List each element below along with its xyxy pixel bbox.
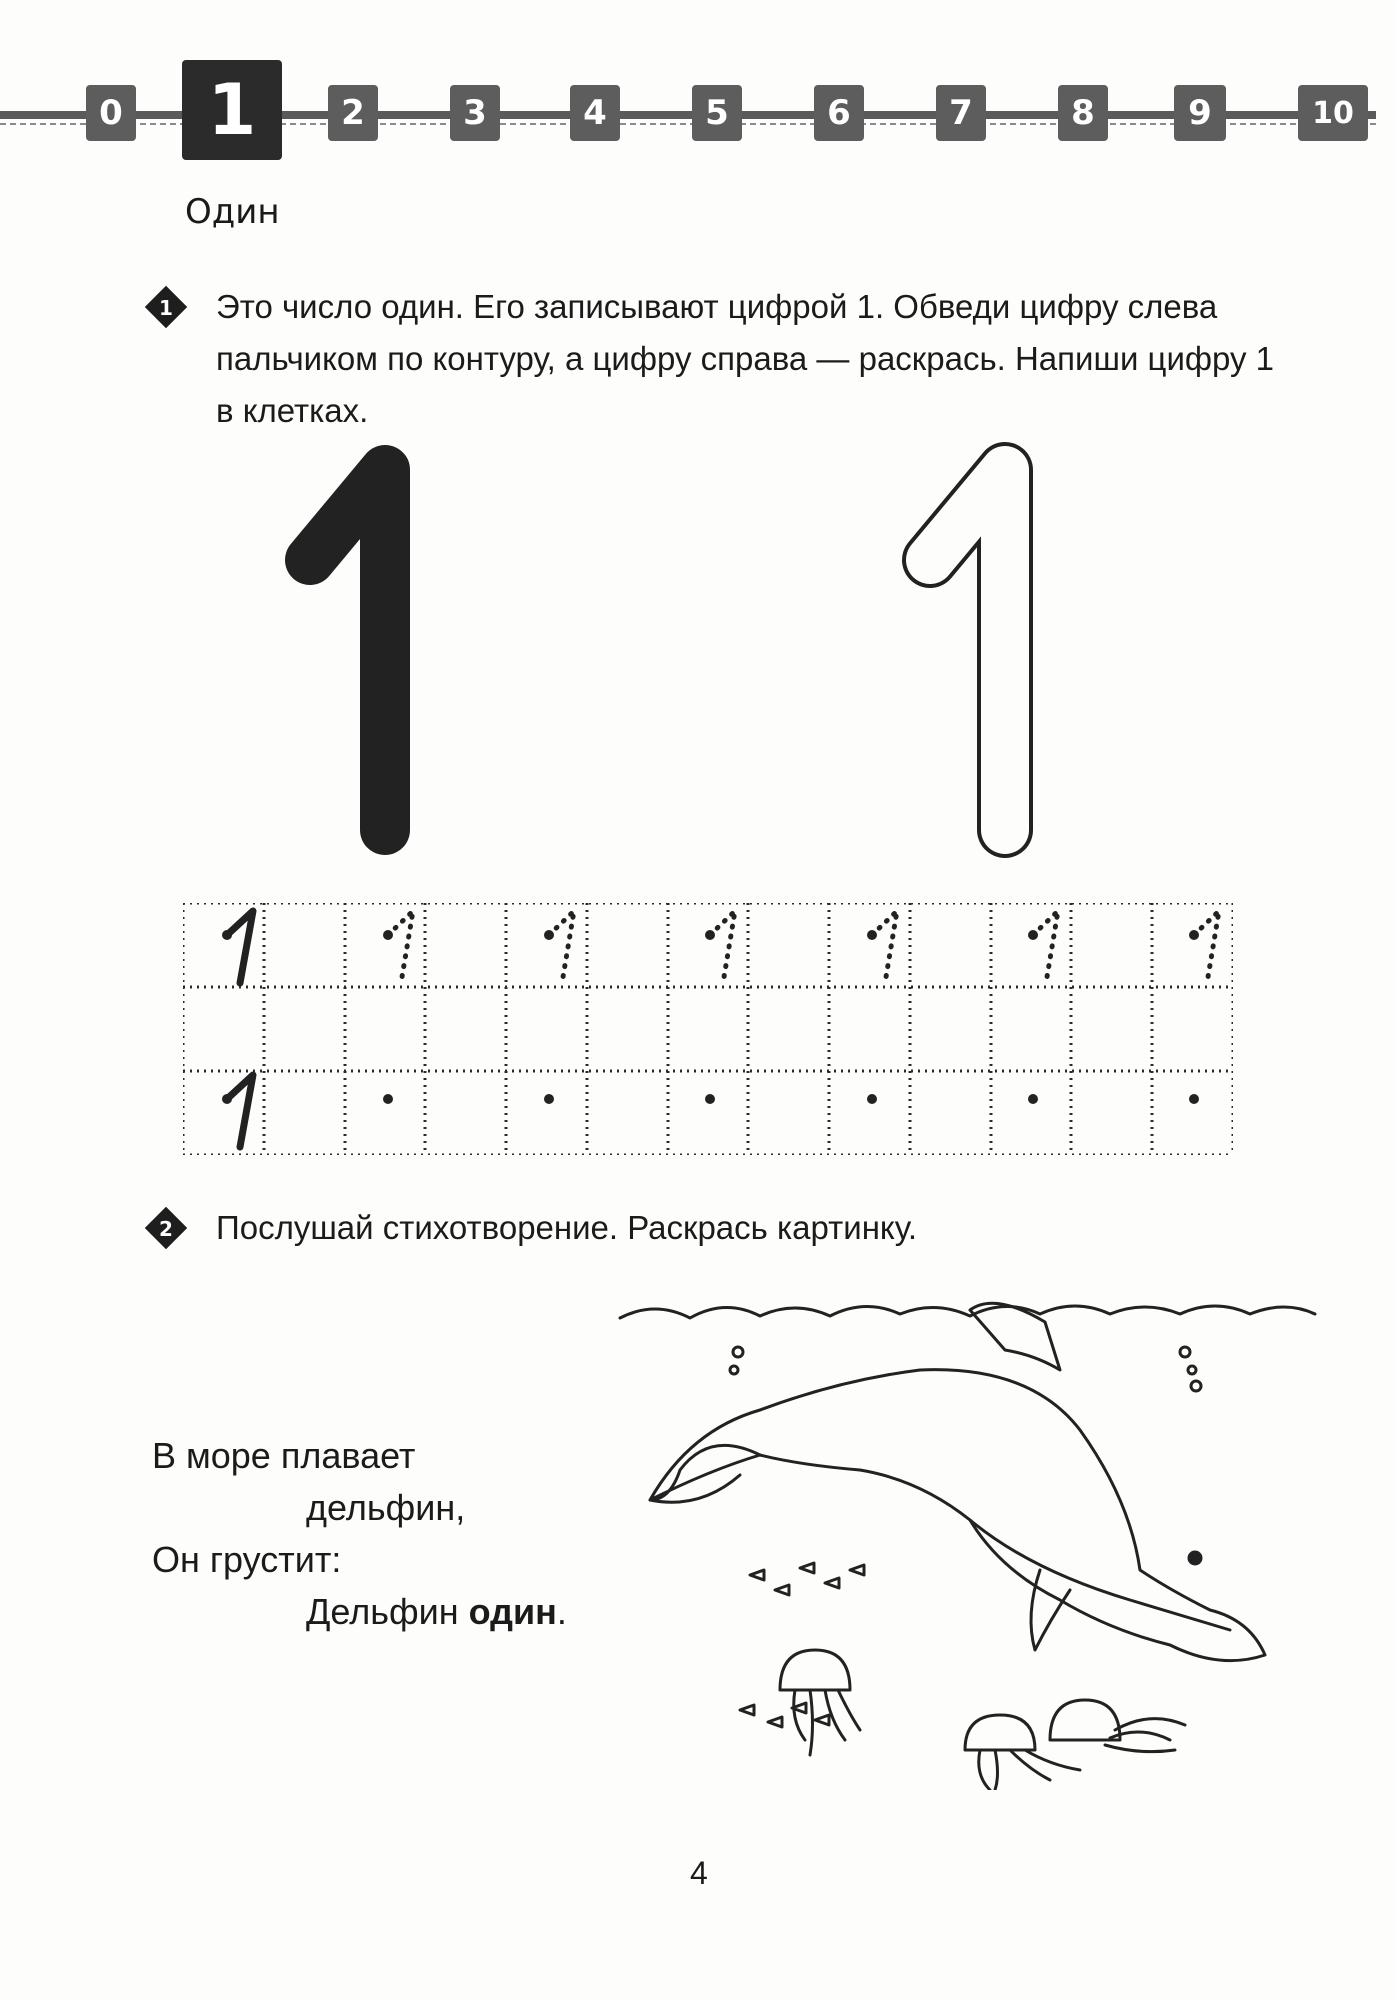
big-digits bbox=[0, 440, 1396, 860]
number-box-5: 5 bbox=[692, 85, 742, 141]
task-1-line-3: в клетках. bbox=[216, 392, 369, 429]
fish-school-upper bbox=[750, 1563, 864, 1595]
page-title: Один bbox=[185, 192, 280, 232]
number-box-9: 9 bbox=[1174, 85, 1226, 141]
number-box-6: 6 bbox=[814, 85, 864, 141]
writing-grid bbox=[183, 903, 1233, 1159]
poem-line-4 bbox=[152, 1586, 567, 1638]
task-1-diamond-badge bbox=[144, 285, 188, 329]
task-2-diamond-badge bbox=[144, 1206, 188, 1250]
poem-line-2: дельфин, bbox=[306, 1487, 466, 1528]
dolphin-dorsal-fin bbox=[970, 1303, 1060, 1370]
poem-line-3: Он грустит: bbox=[152, 1539, 342, 1580]
jellyfish-1 bbox=[780, 1650, 860, 1755]
task-2-instructions: Послушай стихотворение. Раскрась картинку. bbox=[216, 1209, 918, 1246]
poem-line-4-prefix: Дельфин bbox=[306, 1591, 469, 1632]
dolphin-eye bbox=[1189, 1552, 1201, 1564]
sea-wave-line bbox=[620, 1306, 1315, 1318]
number-box-1-active: 1 bbox=[182, 60, 282, 160]
number-box-0: 0 bbox=[86, 85, 136, 141]
svg-text:2: 2 bbox=[159, 1217, 173, 1241]
number-strip bbox=[0, 60, 1396, 180]
writing-sample-row-3 bbox=[222, 1075, 253, 1147]
writing-grid-svg bbox=[183, 903, 1233, 1155]
task-1-line-2: пальчиком по контуру, а цифру справа — раскрась. Напиши цифру 1 bbox=[216, 340, 1275, 377]
fish-school-lower bbox=[740, 1703, 829, 1727]
writing-sample-row-1 bbox=[222, 911, 253, 983]
dotted-guides-row-1 bbox=[388, 911, 1219, 983]
poem-line-1: В море плавает bbox=[152, 1435, 416, 1476]
number-box-7: 7 bbox=[936, 85, 986, 141]
number-box-4: 4 bbox=[570, 85, 620, 141]
poem bbox=[152, 1430, 567, 1638]
outline-digit-one bbox=[930, 470, 1005, 830]
solid-digit-one bbox=[310, 470, 385, 830]
task-1-line-1: Это число один. Его записывают цифрой 1. Обведи цифру слева bbox=[216, 288, 1218, 325]
dolphin-pectoral-fin bbox=[1031, 1570, 1070, 1650]
page-number: 4 bbox=[690, 1855, 708, 1891]
number-box-3: 3 bbox=[450, 85, 500, 141]
number-box-10: 10 bbox=[1298, 85, 1368, 141]
dolphin-belly-line bbox=[970, 1520, 1230, 1630]
svg-text:1: 1 bbox=[159, 296, 173, 320]
number-box-8: 8 bbox=[1058, 85, 1108, 141]
jellyfish-3 bbox=[1050, 1700, 1185, 1752]
jellyfish-2 bbox=[965, 1715, 1080, 1790]
dolphin-sea-illustration bbox=[610, 1270, 1330, 1790]
task-1-instructions bbox=[216, 281, 1296, 437]
poem-line-4-suffix: . bbox=[556, 1591, 567, 1632]
number-box-2: 2 bbox=[328, 85, 378, 141]
poem-line-4-bold: один bbox=[468, 1591, 557, 1632]
dolphin-body bbox=[650, 1370, 1265, 1661]
